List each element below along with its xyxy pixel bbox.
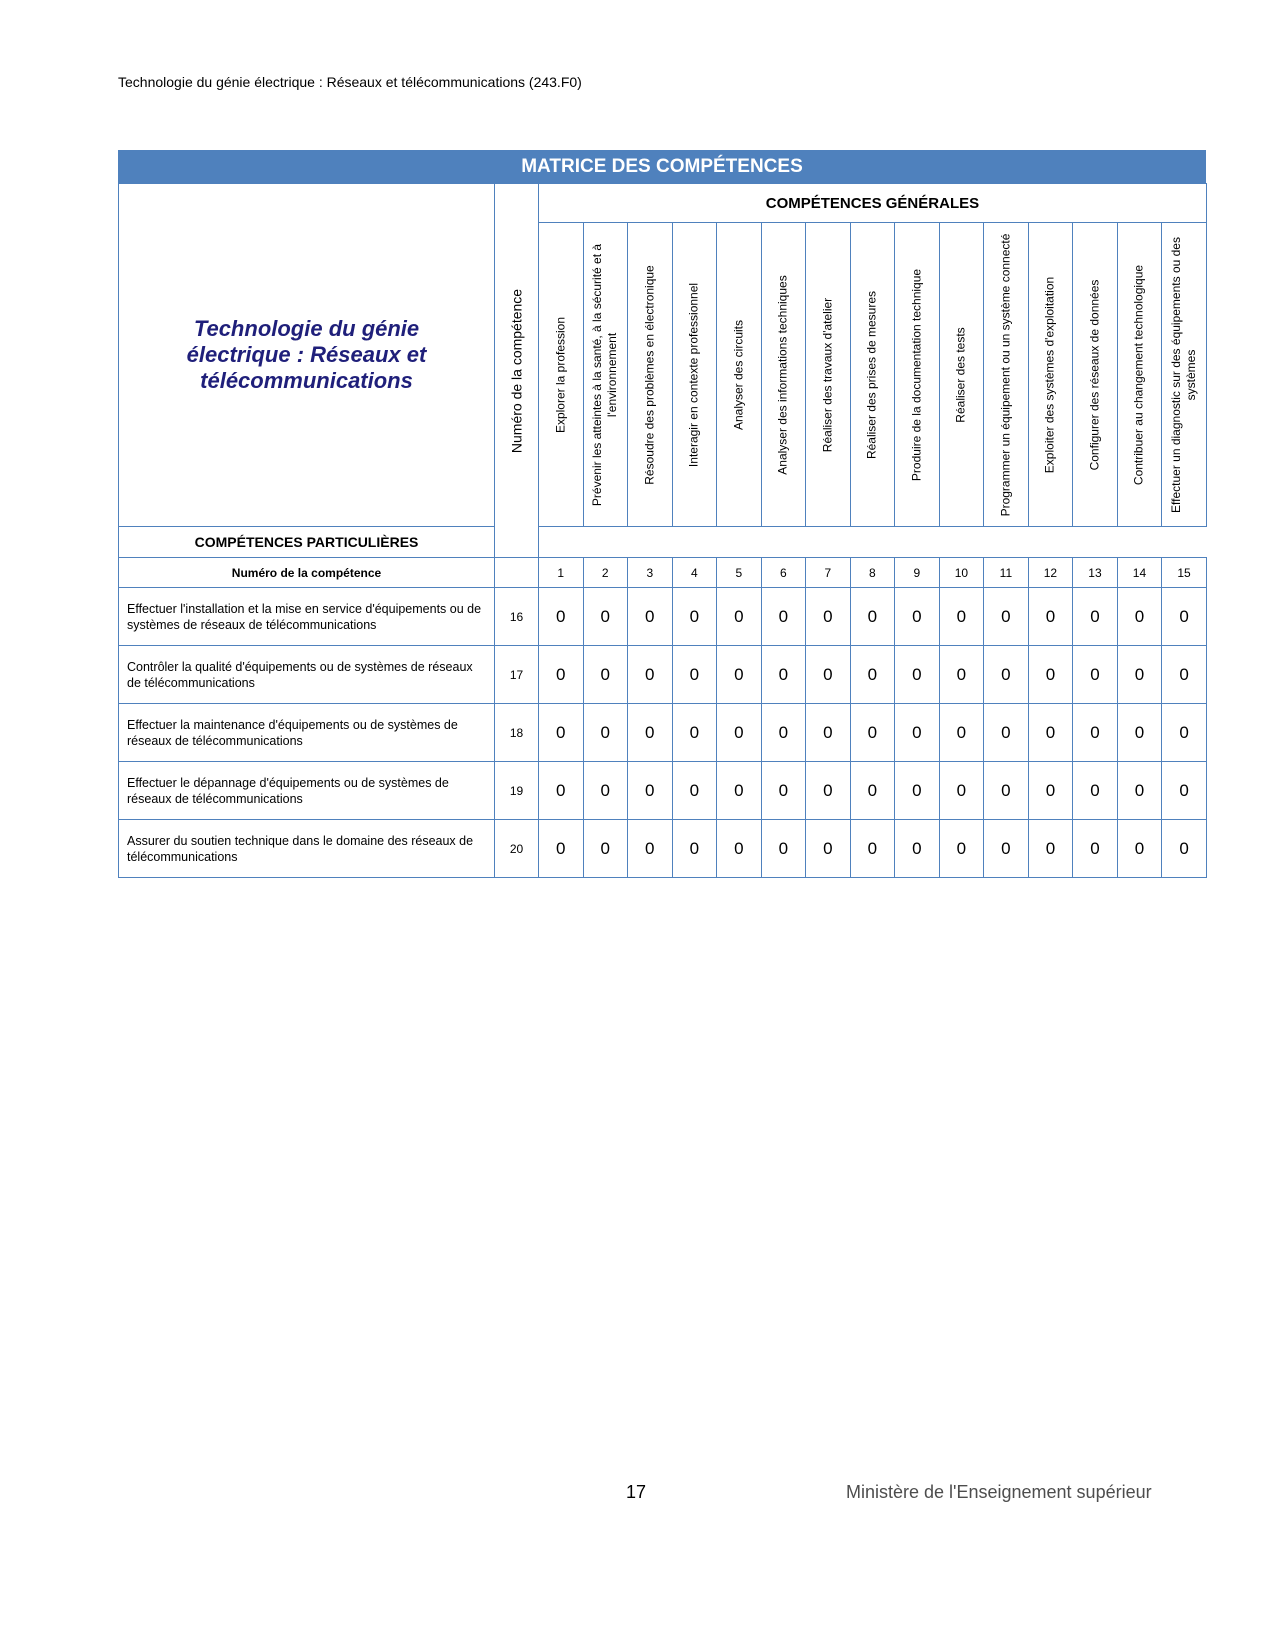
matrix-cell-value: 0 — [1073, 588, 1118, 646]
running-head: Technologie du génie électrique : Réseaux et télécommunications (243.F0) — [118, 74, 582, 90]
matrix-cell-value: 0 — [895, 646, 940, 704]
matrix-cell-value: 0 — [539, 820, 584, 878]
particular-competency-number: 16 — [495, 588, 539, 646]
matrix-cell-value: 0 — [717, 646, 762, 704]
matrix-cell-value: 0 — [672, 704, 717, 762]
general-competency-label: Effectuer un diagnostic sur des équipements ou des systèmes — [1169, 236, 1199, 513]
program-name-line: Technologie du génie — [193, 316, 420, 341]
general-competency-label: Réaliser des travaux d'atelier — [820, 297, 835, 452]
general-competency-label-cell — [539, 223, 584, 527]
matrix-cell-value: 0 — [628, 704, 673, 762]
matrix-cell-value: 0 — [1028, 588, 1073, 646]
matrix-cell-value: 0 — [761, 704, 806, 762]
general-competency-label-cell — [583, 223, 628, 527]
general-competency-number: 2 — [583, 558, 628, 588]
general-competency-label-cell — [806, 223, 851, 527]
matrix-cell-value: 0 — [939, 704, 984, 762]
general-competency-label-cell — [672, 223, 717, 527]
matrix-cell-value: 0 — [984, 704, 1029, 762]
general-competency-label-cell — [1073, 223, 1118, 527]
general-competency-label-cell — [628, 223, 673, 527]
matrix-cell-value: 0 — [1162, 820, 1207, 878]
particular-competency-row — [119, 762, 1207, 820]
matrix-cell-value: 0 — [1117, 646, 1162, 704]
general-competency-label: Configurer des réseaux de données — [1087, 279, 1102, 470]
matrix-cell-value: 0 — [1073, 762, 1118, 820]
matrix-cell-value: 0 — [850, 704, 895, 762]
matrix-cell-value: 0 — [717, 762, 762, 820]
matrix-cell-value: 0 — [761, 646, 806, 704]
program-name-line: électrique : Réseaux et — [186, 342, 427, 367]
matrix-cell-value: 0 — [895, 762, 940, 820]
competency-number-row — [119, 558, 1207, 588]
general-competency-number: 4 — [672, 558, 717, 588]
matrix-cell-value: 0 — [1028, 646, 1073, 704]
matrix-cell-value: 0 — [1028, 820, 1073, 878]
general-competency-label: Réaliser des prises de mesures — [864, 290, 879, 459]
matrix-cell-value: 0 — [539, 762, 584, 820]
general-competency-label-cell — [761, 223, 806, 527]
matrix-cell-value: 0 — [806, 588, 851, 646]
general-competency-label: Produire de la documentation technique — [909, 268, 924, 481]
general-competency-label-cell — [1162, 223, 1207, 527]
matrix-cell-value: 0 — [539, 646, 584, 704]
general-competency-number: 15 — [1162, 558, 1207, 588]
matrix-cell-value: 0 — [628, 588, 673, 646]
competency-matrix — [118, 150, 1206, 878]
matrix-cell-value: 0 — [806, 704, 851, 762]
particular-competency-label: Effectuer l'installation et la mise en service d'équipements ou de systèmes de réseaux de télécommunications — [119, 588, 495, 646]
general-competency-number: 8 — [850, 558, 895, 588]
matrix-cell-value: 0 — [1028, 704, 1073, 762]
matrix-cell-value: 0 — [895, 820, 940, 878]
matrix-cell-value: 0 — [984, 762, 1029, 820]
matrix-cell-value: 0 — [1073, 646, 1118, 704]
general-competency-label: Analyser des circuits — [731, 319, 746, 430]
matrix-title: MATRICE DES COMPÉTENCES — [118, 150, 1206, 183]
particular-competency-number: 20 — [495, 820, 539, 878]
general-competency-number: 10 — [939, 558, 984, 588]
general-competency-number: 3 — [628, 558, 673, 588]
matrix-cell-value: 0 — [850, 646, 895, 704]
general-competency-number: 1 — [539, 558, 584, 588]
matrix-cell-value: 0 — [539, 704, 584, 762]
matrix-cell-value: 0 — [672, 820, 717, 878]
matrix-cell-value: 0 — [1117, 704, 1162, 762]
matrix-cell-value: 0 — [939, 646, 984, 704]
matrix-cell-value: 0 — [1162, 704, 1207, 762]
particular-competency-number: 17 — [495, 646, 539, 704]
particular-competency-label: Effectuer la maintenance d'équipements ou de systèmes de réseaux de télécommunications — [119, 704, 495, 762]
matrix-cell-value: 0 — [1162, 646, 1207, 704]
matrix-cell-value: 0 — [806, 646, 851, 704]
general-competency-label-cell — [717, 223, 762, 527]
matrix-cell-value: 0 — [583, 762, 628, 820]
general-competency-label-cell — [1117, 223, 1162, 527]
page-footer — [0, 1478, 1275, 1508]
general-competency-number: 11 — [984, 558, 1029, 588]
general-competency-label-cell — [895, 223, 940, 527]
matrix-cell-value: 0 — [850, 762, 895, 820]
matrix-cell-value: 0 — [939, 762, 984, 820]
matrix-cell-value: 0 — [672, 588, 717, 646]
general-competency-number: 13 — [1073, 558, 1118, 588]
general-competency-label: Contribuer au changement technologique — [1131, 264, 1146, 485]
matrix-cell-value: 0 — [1073, 820, 1118, 878]
matrix-cell-value: 0 — [1073, 704, 1118, 762]
matrix-cell-value: 0 — [984, 646, 1029, 704]
particular-competency-number: 18 — [495, 704, 539, 762]
general-competency-number: 5 — [717, 558, 762, 588]
competency-number-header-cell — [495, 184, 539, 558]
matrix-cell-value: 0 — [1162, 762, 1207, 820]
general-competency-label: Programmer un équipement ou un système connecté — [998, 233, 1013, 516]
matrix-cell-value: 0 — [1162, 588, 1207, 646]
matrix-cell-value: 0 — [895, 588, 940, 646]
matrix-cell-value: 0 — [717, 588, 762, 646]
empty-cell — [495, 558, 539, 588]
matrix-cell-value: 0 — [1117, 588, 1162, 646]
general-competency-label-cell — [1028, 223, 1073, 527]
matrix-cell-value: 0 — [583, 704, 628, 762]
matrix-cell-value: 0 — [984, 820, 1029, 878]
program-name-cell — [119, 184, 495, 527]
general-competency-number: 12 — [1028, 558, 1073, 588]
matrix-cell-value: 0 — [850, 588, 895, 646]
general-competency-number: 7 — [806, 558, 851, 588]
particular-competencies-heading: COMPÉTENCES PARTICULIÈRES — [119, 527, 495, 558]
program-name-line: télécommunications — [200, 368, 413, 393]
matrix-cell-value: 0 — [539, 588, 584, 646]
matrix-cell-value: 0 — [850, 820, 895, 878]
general-competency-number: 9 — [895, 558, 940, 588]
matrix-cell-value: 0 — [672, 762, 717, 820]
particular-competency-label: Effectuer le dépannage d'équipements ou de systèmes de réseaux de télécommunications — [119, 762, 495, 820]
matrix-cell-value: 0 — [939, 588, 984, 646]
matrix-cell-value: 0 — [672, 646, 717, 704]
general-competency-label: Prévenir les atteintes à la santé, à la sécurité et à l'environnement — [590, 243, 620, 506]
matrix-cell-value: 0 — [895, 704, 940, 762]
particular-competency-number: 19 — [495, 762, 539, 820]
matrix-cell-value: 0 — [583, 646, 628, 704]
matrix-cell-value: 0 — [1117, 762, 1162, 820]
matrix-cell-value: 0 — [1117, 820, 1162, 878]
general-competency-label: Résoudre des problèmes en électronique — [642, 264, 657, 485]
general-competency-label: Explorer la profession — [553, 316, 568, 433]
particular-competency-row — [119, 646, 1207, 704]
matrix-cell-value: 0 — [583, 588, 628, 646]
matrix-cell-value: 0 — [984, 588, 1029, 646]
general-competencies-heading: COMPÉTENCES GÉNÉRALES — [539, 184, 1207, 223]
general-competency-label: Exploiter des systèmes d'exploitation — [1042, 276, 1057, 473]
general-competency-number: 6 — [761, 558, 806, 588]
particular-competency-row — [119, 588, 1207, 646]
matrix-cell-value: 0 — [717, 704, 762, 762]
general-competency-number: 14 — [1117, 558, 1162, 588]
matrix-cell-value: 0 — [939, 820, 984, 878]
general-competency-label: Réaliser des tests — [953, 326, 968, 423]
general-competency-label: Interagir en contexte professionnel — [686, 282, 701, 467]
particular-competency-label: Assurer du soutien technique dans le domaine des réseaux de télécommunications — [119, 820, 495, 878]
ministry-name: Ministère de l'Enseignement supérieur — [846, 1482, 1152, 1502]
matrix-cell-value: 0 — [628, 646, 673, 704]
matrix-cell-value: 0 — [761, 588, 806, 646]
number-row-label: Numéro de la compétence — [119, 558, 495, 588]
matrix-cell-value: 0 — [761, 762, 806, 820]
particular-competency-label: Contrôler la qualité d'équipements ou de systèmes de réseaux de télécommunications — [119, 646, 495, 704]
particular-competency-row — [119, 820, 1207, 878]
matrix-cell-value: 0 — [806, 820, 851, 878]
matrix-cell-value: 0 — [628, 762, 673, 820]
general-competency-label-cell — [984, 223, 1029, 527]
general-competency-label-cell — [850, 223, 895, 527]
matrix-grid — [118, 183, 1207, 878]
particular-competency-row — [119, 704, 1207, 762]
matrix-cell-value: 0 — [717, 820, 762, 878]
page-number: 17 — [626, 1482, 647, 1502]
general-competency-label-cell — [939, 223, 984, 527]
matrix-cell-value: 0 — [1028, 762, 1073, 820]
matrix-cell-value: 0 — [761, 820, 806, 878]
matrix-cell-value: 0 — [628, 820, 673, 878]
competency-number-header: Numéro de la compétence — [508, 288, 524, 453]
matrix-cell-value: 0 — [806, 762, 851, 820]
matrix-cell-value: 0 — [583, 820, 628, 878]
general-competency-label: Analyser des informations techniques — [775, 274, 790, 475]
